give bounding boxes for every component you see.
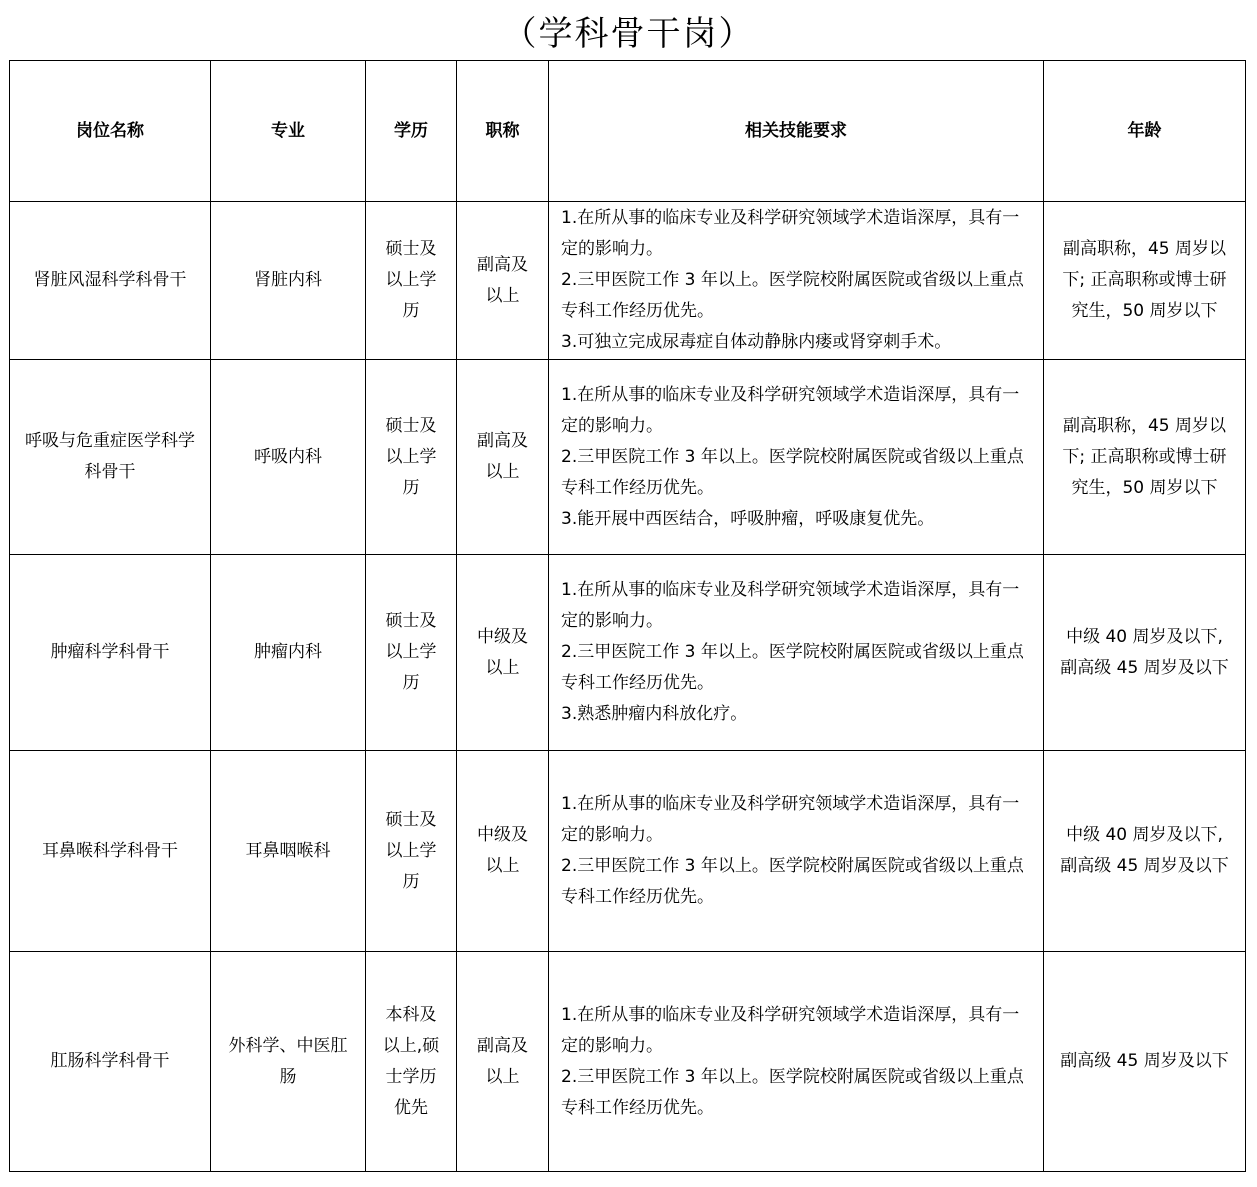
header-age: 年龄 xyxy=(1044,61,1246,202)
cell-rank: 副高及以上 xyxy=(457,202,549,360)
positions-table xyxy=(9,60,1246,1172)
cell-major: 肿瘤内科 xyxy=(211,555,366,751)
cell-age: 副高级 45 周岁及以下 xyxy=(1044,952,1246,1172)
cell-major: 外科学、中医肛肠 xyxy=(211,952,366,1172)
skill-item: 3.熟悉肿瘤内科放化疗。 xyxy=(561,704,748,724)
skill-item: 3.能开展中西医结合，呼吸肿瘤，呼吸康复优先。 xyxy=(561,508,935,529)
cell-major: 耳鼻咽喉科 xyxy=(211,751,366,952)
cell-position: 耳鼻喉科学科骨干 xyxy=(10,751,211,952)
table-row xyxy=(10,202,1246,360)
cell-education: 本科及以上,硕士学历优先 xyxy=(366,952,457,1172)
header-major: 专业 xyxy=(211,61,366,202)
cell-age: 中级 40 周岁及以下, 副高级 45 周岁及以下 xyxy=(1044,751,1246,952)
skill-item: 2.三甲医院工作 3 年以上。医学院校附属医院或省级以上重点专科工作经历优先。 xyxy=(561,270,1024,321)
table-row xyxy=(10,952,1246,1172)
cell-age: 副高职称，45 周岁以下; 正高职称或博士研究生，50 周岁以下 xyxy=(1044,360,1246,555)
cell-age: 中级 40 周岁及以下, 副高级 45 周岁及以下 xyxy=(1044,555,1246,751)
skill-item: 3.可独立完成尿毒症自体动静脉内瘘或肾穿刺手术。 xyxy=(561,332,952,352)
cell-education: 硕士及以上学历 xyxy=(366,202,457,360)
skill-item: 2.三甲医院工作 3 年以上。医学院校附属医院或省级以上重点专科工作经历优先。 xyxy=(561,856,1024,907)
skill-item: 1.在所从事的临床专业及科学研究领域学术造诣深厚，具有一定的影响力。 xyxy=(561,384,1020,436)
cell-position: 呼吸与危重症医学科学科骨干 xyxy=(10,360,211,555)
table-row xyxy=(10,360,1246,555)
cell-age: 副高职称，45 周岁以下; 正高职称或博士研究生，50 周岁以下 xyxy=(1044,202,1246,360)
skill-item: 2.三甲医院工作 3 年以上。医学院校附属医院或省级以上重点专科工作经历优先。 xyxy=(561,642,1024,693)
cell-rank: 中级及以上 xyxy=(457,555,549,751)
cell-position: 肛肠科学科骨干 xyxy=(10,952,211,1172)
cell-position: 肿瘤科学科骨干 xyxy=(10,555,211,751)
cell-rank: 副高及以上 xyxy=(457,360,549,555)
header-education: 学历 xyxy=(366,61,457,202)
cell-position: 肾脏风湿科学科骨干 xyxy=(10,202,211,360)
table-row xyxy=(10,751,1246,952)
cell-skills xyxy=(549,202,1044,360)
cell-skills xyxy=(549,952,1044,1172)
cell-major: 肾脏内科 xyxy=(211,202,366,360)
page-title: （学科骨干岗） xyxy=(502,14,755,54)
cell-skills xyxy=(549,360,1044,555)
skill-item: 2.三甲医院工作 3 年以上。医学院校附属医院或省级以上重点专科工作经历优先。 xyxy=(561,1066,1024,1118)
cell-skills xyxy=(549,751,1044,952)
header-rank: 职称 xyxy=(457,61,549,202)
cell-education: 硕士及以上学历 xyxy=(366,360,457,555)
table-row xyxy=(10,555,1246,751)
cell-major: 呼吸内科 xyxy=(211,360,366,555)
skill-item: 1.在所从事的临床专业及科学研究领域学术造诣深厚，具有一定的影响力。 xyxy=(561,580,1020,631)
cell-skills xyxy=(549,555,1044,751)
header-position: 岗位名称 xyxy=(10,61,211,202)
cell-rank: 中级及以上 xyxy=(457,751,549,952)
skill-item: 1.在所从事的临床专业及科学研究领域学术造诣深厚，具有一定的影响力。 xyxy=(561,794,1020,845)
cell-education: 硕士及以上学历 xyxy=(366,555,457,751)
skill-item: 1.在所从事的临床专业及科学研究领域学术造诣深厚，具有一定的影响力。 xyxy=(561,208,1020,259)
cell-education: 硕士及以上学历 xyxy=(366,751,457,952)
header-skills: 相关技能要求 xyxy=(549,61,1044,202)
table-header-row xyxy=(10,61,1246,202)
skill-item: 2.三甲医院工作 3 年以上。医学院校附属医院或省级以上重点专科工作经历优先。 xyxy=(561,446,1024,498)
cell-rank: 副高及以上 xyxy=(457,952,549,1172)
skill-item: 1.在所从事的临床专业及科学研究领域学术造诣深厚，具有一定的影响力。 xyxy=(561,1004,1020,1056)
